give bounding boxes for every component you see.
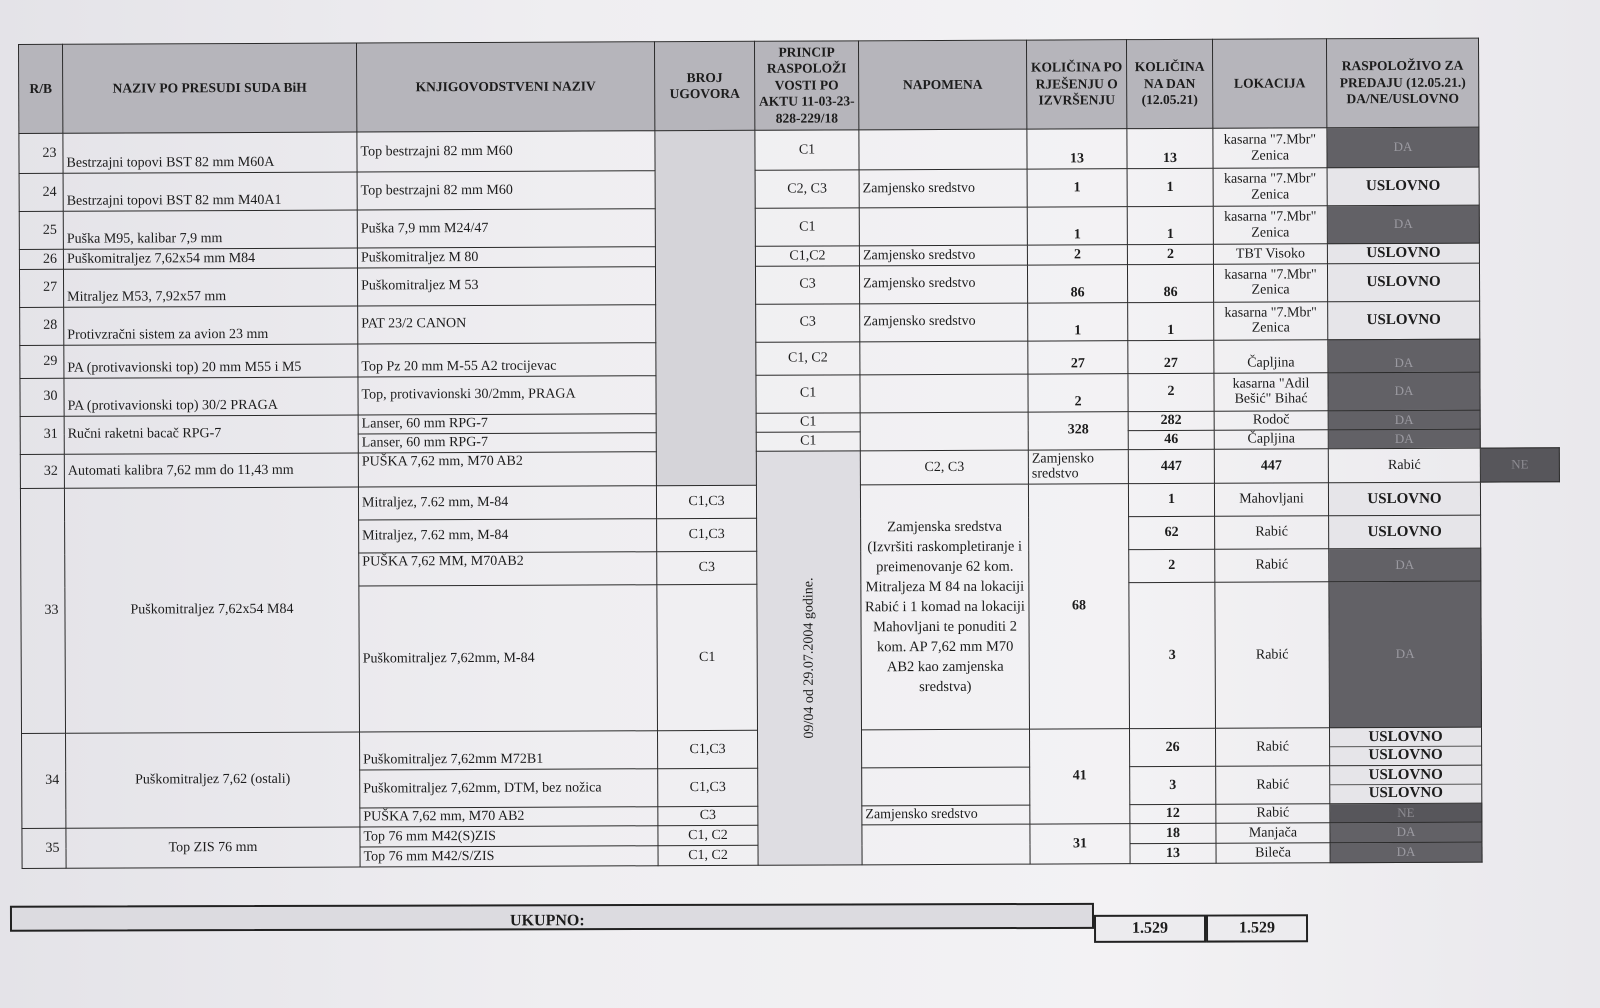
row-number: 23 xyxy=(19,133,63,173)
lokacija-cell: Rabić xyxy=(1215,549,1329,582)
napomena-cell: Zamjensko sredstvo xyxy=(862,805,1030,825)
kol-dan-cell: 86 xyxy=(1127,264,1213,302)
knjig-cell: Top 76 mm M42(S)ZIS xyxy=(360,826,658,847)
table-row xyxy=(20,372,1559,417)
status-badge: USLOVNO xyxy=(1328,301,1480,340)
lokacija-cell: kasarna "7.Mbr" Zenica xyxy=(1213,128,1327,168)
inventory-table-container xyxy=(18,37,1582,869)
inventory-table xyxy=(18,37,1562,869)
header-row xyxy=(19,38,1558,134)
princip-cell: C1, C2 xyxy=(756,342,860,375)
lokacija-cell: kasarna "7.Mbr" Zenica xyxy=(1213,264,1327,302)
contract-number: 09/04 od 29.07.2004 godine. xyxy=(800,577,817,739)
knjig-cell: PUŠKA 7,62 mm, M70 AB2 xyxy=(358,452,656,488)
status-badge: DA xyxy=(1328,339,1480,373)
knjig-cell: Puškomitraljez M 53 xyxy=(357,267,655,306)
lokacija-cell: Manjača xyxy=(1216,823,1330,843)
status-badge xyxy=(1330,765,1482,804)
row-number: 26 xyxy=(19,249,63,269)
knjig-cell: Puškomitraljez 7,62mm M72B1 xyxy=(360,731,658,770)
status-badge xyxy=(1329,727,1481,766)
napomena-cell xyxy=(860,412,1028,451)
naziv-cell: Puška M95, kalibar 7,9 mm xyxy=(63,210,357,249)
row-number: 27 xyxy=(19,269,63,307)
row-number: 24 xyxy=(19,173,63,211)
lokacija-cell: Rabić xyxy=(1215,516,1329,549)
lokacija-cell: Rodoč xyxy=(1214,411,1328,430)
kol-rj-cell: 447 xyxy=(1128,449,1214,484)
row-number: 32 xyxy=(20,454,64,489)
lokacija-cell: Čapljina xyxy=(1214,430,1328,449)
princip-cell: C3 xyxy=(756,304,860,342)
header-rb: R/B xyxy=(19,44,63,133)
princip-cell: C1,C3 xyxy=(658,768,758,806)
kol-rj-cell: 31 xyxy=(1030,824,1130,864)
kol-dan-cell: 62 xyxy=(1129,516,1215,549)
status-line: USLOVNO xyxy=(1330,767,1481,785)
total-kol-dan: 1.529 xyxy=(1206,914,1308,942)
lokacija-cell: Mahovljani xyxy=(1214,483,1328,516)
napomena-cell: Zamjensko sredstvo xyxy=(860,303,1028,342)
knjig-cell: Mitraljez, 7.62 mm, M-84 xyxy=(358,486,656,520)
knjig-cell: Top 76 mm M42/S/ZIS xyxy=(360,846,658,867)
header-princip: PRINCIP RASPOLOŽI VOSTI PO AKTU 11-03-23-828-229/18 xyxy=(754,41,858,130)
princip-cell: C1 xyxy=(756,432,860,451)
status-line: USLOVNO xyxy=(1330,729,1481,747)
kol-dan-cell: 3 xyxy=(1129,582,1216,728)
contract-cell xyxy=(655,130,757,486)
status-badge: USLOVNO xyxy=(1327,167,1479,206)
kol-dan-cell: 13 xyxy=(1130,843,1216,863)
kol-dan-cell: 12 xyxy=(1130,804,1216,823)
status-badge: USLOVNO xyxy=(1328,482,1480,516)
napomena-note: Zamjenska sredstva (Izvršiti raskompletiranje i preimenovanje 62 kom. Mitraljeza M 84 na lokaciji Rabić i 1 komad na lokaciji Mahovljani te ponuditi 2 kom. AP 7,62 mm M70 AB2 kao zamjenska sredstva) xyxy=(864,518,1025,696)
status-badge: USLOVNO xyxy=(1329,515,1481,549)
naziv-cell: Mitraljez M53, 7,92x57 mm xyxy=(63,268,357,307)
header-lokacija: LOKACIJA xyxy=(1212,39,1326,128)
naziv-cell: Puškomitraljez 7,62 (ostali) xyxy=(66,732,360,828)
knjig-cell: Top Pz 20 mm M-55 A2 trocijevac xyxy=(358,343,656,377)
knjig-cell: PUŠKA 7,62 mm, M70 AB2 xyxy=(360,807,658,827)
status-badge: USLOVNO xyxy=(1327,263,1479,302)
lokacija-cell: TBT Visoko xyxy=(1213,244,1327,264)
lokacija-cell: Rabić xyxy=(1216,766,1330,804)
princip-cell: C1,C3 xyxy=(658,730,758,768)
knjig-cell: Puškomitraljez 7,62mm, M-84 xyxy=(359,585,658,732)
status-badge: DA xyxy=(1329,548,1481,582)
row-number: 25 xyxy=(19,211,63,249)
napomena-cell: Zamjensko sredstvo xyxy=(859,265,1027,304)
kol-dan-cell: 26 xyxy=(1129,728,1215,766)
kol-rj-cell: 68 xyxy=(1028,484,1129,729)
header-kolicina-dan: KOLIČINA NA DAN (12.05.21) xyxy=(1126,39,1212,128)
naziv-cell: Top ZIS 76 mm xyxy=(66,827,360,868)
kol-rj-cell: 328 xyxy=(1028,411,1128,449)
napomena-cell xyxy=(859,207,1027,246)
knjig-cell: Puškomitraljez 7,62mm, DTM, bez nožica xyxy=(360,769,658,808)
kol-rj-cell: 86 xyxy=(1027,264,1127,302)
kol-dan-cell: 27 xyxy=(1128,340,1214,373)
napomena-cell xyxy=(862,729,1030,768)
princip-cell: C1,C3 xyxy=(657,518,757,551)
total-kol-rj: 1.529 xyxy=(1094,915,1206,943)
napomena-cell xyxy=(862,767,1030,806)
row-number: 30 xyxy=(20,378,64,416)
status-badge: DA xyxy=(1329,581,1482,728)
napomena-cell: Zamjensko sredstvo xyxy=(859,169,1027,208)
knjig-cell: Puškomitraljez M 80 xyxy=(357,247,655,268)
kol-rj-cell: 2 xyxy=(1028,373,1128,411)
napomena-cell: Zamjensko sredstvo xyxy=(1028,449,1128,484)
kol-dan-cell: 447 xyxy=(1214,449,1328,484)
kol-rj-cell: 13 xyxy=(1027,129,1127,169)
row-number: 29 xyxy=(20,345,64,378)
knjig-cell: Top, protivavionski 30/2mm, PRAGA xyxy=(358,376,656,415)
header-ugovor: BROJ UGOVORA xyxy=(654,41,754,130)
status-badge: DA xyxy=(1330,822,1482,843)
kol-dan-cell: 1 xyxy=(1127,206,1213,244)
lokacija-cell: kasarna "7.Mbr" Zenica xyxy=(1213,168,1327,206)
naziv-cell: Automati kalibra 7,62 mm do 11,43 mm xyxy=(64,453,358,489)
knjig-cell: Lanser, 60 mm RPG-7 xyxy=(358,433,656,453)
header-knjigovodstveni: KNJIGOVODSTVENI NAZIV xyxy=(356,42,654,132)
status-badge: NE xyxy=(1330,803,1482,823)
kol-rj-cell: 1 xyxy=(1028,302,1128,340)
princip-cell: C2, C3 xyxy=(755,170,859,208)
kol-dan-cell: 46 xyxy=(1128,430,1214,449)
kol-dan-cell: 1 xyxy=(1127,168,1213,206)
status-badge: DA xyxy=(1327,205,1479,244)
kol-dan-cell: 3 xyxy=(1130,766,1216,804)
kol-rj-cell: 2 xyxy=(1027,245,1127,265)
napomena-cell: Zamjensko sredstvo xyxy=(859,245,1027,266)
princip-cell: C1 xyxy=(756,413,860,432)
naziv-cell: Puškomitraljez 7,62x54 M84 xyxy=(64,487,359,733)
lokacija-cell: Rabić xyxy=(1328,448,1480,483)
princip-cell: C1 xyxy=(755,130,859,170)
naziv-cell: Bestrzajni topovi BST 82 mm M60A xyxy=(63,132,357,173)
lokacija-cell: Rabić xyxy=(1215,582,1330,728)
napomena-cell xyxy=(860,484,1029,730)
princip-cell: C1,C2 xyxy=(755,246,859,266)
row-number: 31 xyxy=(20,416,64,454)
princip-cell: C1, C2 xyxy=(658,825,758,845)
naziv-cell: PA (protivavionski top) 20 mm M55 i M5 xyxy=(64,344,358,378)
lokacija-cell: Rabić xyxy=(1216,804,1330,823)
princip-cell: C1, C2 xyxy=(658,845,758,865)
napomena-cell xyxy=(859,129,1027,170)
naziv-cell: Bestrzajni topovi BST 82 mm M40A1 xyxy=(63,172,357,211)
napomena-cell xyxy=(860,341,1028,375)
princip-cell: C3 xyxy=(657,551,757,584)
header-napomena: NAPOMENA xyxy=(858,40,1026,130)
naziv-cell: PA (protivavionski top) 30/2 PRAGA xyxy=(64,377,358,416)
table-row xyxy=(20,301,1559,346)
kol-rj-cell: 27 xyxy=(1028,340,1128,373)
princip-cell: C1 xyxy=(755,208,859,246)
knjig-cell: Top bestrzajni 82 mm M60 xyxy=(357,131,655,172)
table-row xyxy=(19,167,1558,212)
status-badge: DA xyxy=(1330,842,1482,863)
naziv-cell: Ručni raketni bacač RPG-7 xyxy=(64,415,358,454)
status-line: USLOVNO xyxy=(1368,784,1443,802)
knjig-cell: Mitraljez, 7.62 mm, M-84 xyxy=(359,519,657,553)
kol-rj-cell: 1 xyxy=(1027,169,1127,207)
header-naziv: NAZIV PO PRESUDI SUDA BiH xyxy=(63,43,357,133)
table-row xyxy=(19,263,1558,308)
naziv-cell: Puškomitraljez 7,62x54 mm M84 xyxy=(63,248,357,269)
contract-cell xyxy=(756,451,862,866)
princip-cell: C3 xyxy=(755,266,859,304)
knjig-cell: PAT 23/2 CANON xyxy=(358,305,656,344)
header-kolicina-rjesenje: KOLIČINA PO RJEŠENJU O IZVRŠENJU xyxy=(1026,40,1126,129)
lokacija-cell: kasarna "7.Mbr" Zenica xyxy=(1213,206,1327,244)
kol-dan-cell: 1 xyxy=(1128,483,1214,516)
princip-cell: C1 xyxy=(756,375,860,413)
status-badge: DA xyxy=(1328,410,1480,430)
lokacija-cell: Bileča xyxy=(1216,843,1330,863)
status-badge: DA xyxy=(1328,429,1480,449)
princip-cell: C1,C3 xyxy=(656,485,756,518)
kol-dan-cell: 2 xyxy=(1128,373,1214,411)
row-number: 28 xyxy=(20,307,64,345)
status-badge: DA xyxy=(1328,372,1480,411)
table-row xyxy=(19,127,1558,174)
lokacija-cell: kasarna "7.Mbr" Zenica xyxy=(1214,302,1328,340)
row-number: 33 xyxy=(20,488,65,733)
knjig-cell: PUŠKA 7,62 MM, M70AB2 xyxy=(359,552,657,586)
total-label: UKUPNO: xyxy=(509,912,585,930)
lokacija-cell: kasarna "Adil Bešić" Bihać xyxy=(1214,373,1328,411)
knjig-cell: Lanser, 60 mm RPG-7 xyxy=(358,414,656,434)
status-line: USLOVNO xyxy=(1368,746,1443,764)
total-row xyxy=(10,902,1306,939)
kol-dan-cell: 18 xyxy=(1130,823,1216,843)
lokacija-cell: Rabić xyxy=(1215,728,1329,766)
kol-dan-cell: 13 xyxy=(1127,128,1213,168)
lokacija-cell: Čapljina xyxy=(1214,340,1328,373)
knjig-cell: Top bestrzajni 82 mm M60 xyxy=(357,171,655,210)
row-number: 34 xyxy=(22,733,66,828)
status-badge: DA xyxy=(1327,127,1479,168)
princip-cell: C2, C3 xyxy=(860,450,1028,485)
napomena-cell xyxy=(860,374,1028,413)
header-raspolozivo: RASPOLOŽIVO ZA PREDAJU (12.05.21.) DA/NE/USLOVNO xyxy=(1326,38,1478,128)
kol-rj-cell: 1 xyxy=(1027,207,1127,245)
table-row xyxy=(19,205,1558,250)
status-badge: USLOVNO xyxy=(1327,243,1479,263)
kol-dan-cell: 2 xyxy=(1129,549,1215,582)
kol-dan-cell: 1 xyxy=(1128,302,1214,340)
princip-cell: C3 xyxy=(658,806,758,825)
princip-cell: C1 xyxy=(657,584,758,730)
row-number: 35 xyxy=(22,828,66,868)
knjig-cell: Puška 7,9 mm M24/47 xyxy=(357,209,655,248)
status-badge: NE xyxy=(1480,448,1559,483)
kol-dan-cell: 282 xyxy=(1128,411,1214,430)
kol-dan-cell: 2 xyxy=(1127,244,1213,264)
kol-rj-cell: 41 xyxy=(1029,729,1129,824)
naziv-cell: Protivzračni sistem za avion 23 mm xyxy=(64,306,358,345)
napomena-cell xyxy=(862,824,1030,865)
